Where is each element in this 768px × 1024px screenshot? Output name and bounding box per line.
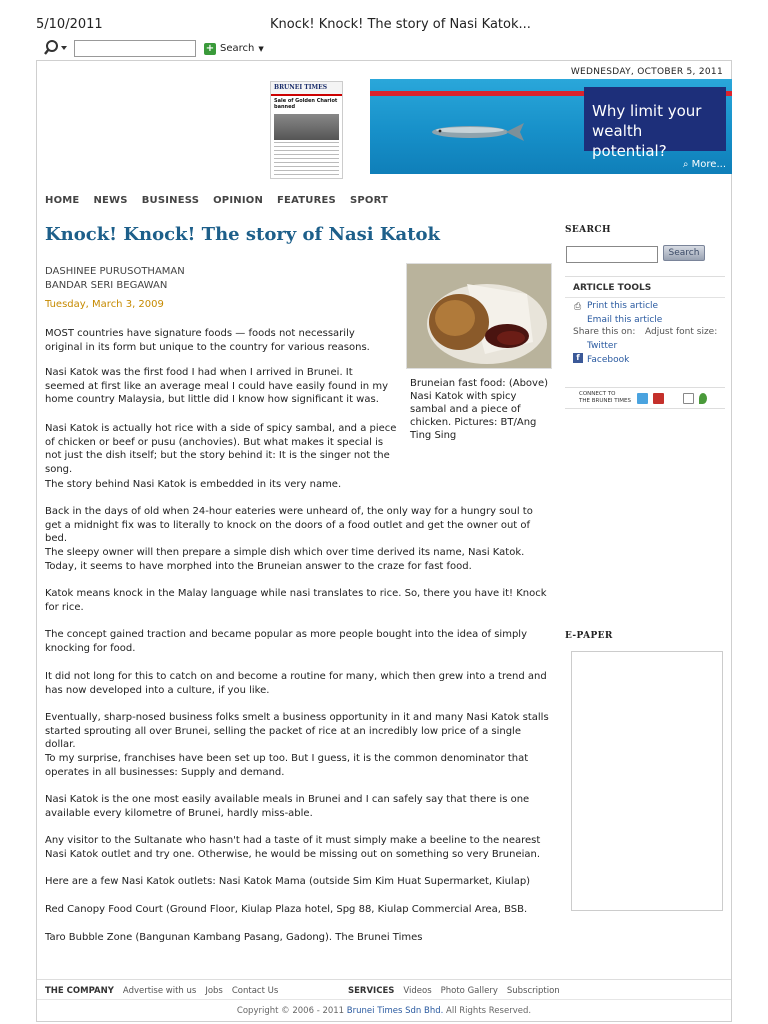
footer-link-advertise[interactable]: Advertise with us bbox=[122, 986, 197, 996]
nav-features[interactable]: FEATURES bbox=[277, 195, 336, 206]
banner-tagline-line1: Why limit your bbox=[592, 102, 702, 120]
connect-label-line1: CONNECT TO bbox=[579, 391, 616, 397]
nav-opinion[interactable]: OPINION bbox=[213, 195, 264, 206]
facebook-link[interactable]: Facebook bbox=[587, 355, 630, 365]
nav-business[interactable]: BUSINESS bbox=[141, 195, 200, 206]
footer-link-jobs[interactable]: Jobs bbox=[205, 986, 223, 996]
article-author: DASHINEE PURUSOTHAMAN bbox=[45, 266, 185, 277]
page-frame bbox=[36, 60, 732, 1022]
connect-bar bbox=[565, 387, 725, 409]
footer-link-contact[interactable]: Contact Us bbox=[231, 986, 279, 996]
nav-news[interactable]: NEWS bbox=[93, 195, 128, 206]
banner-more-link[interactable] bbox=[683, 159, 726, 170]
footer-company-heading: THE COMPANY bbox=[45, 986, 114, 996]
chevron-down-icon: ▼ bbox=[258, 44, 264, 53]
search-icon: ⌕ bbox=[682, 159, 689, 170]
article-tools bbox=[565, 276, 725, 372]
nav-home[interactable]: HOME bbox=[45, 195, 80, 206]
copyright-company-link[interactable]: Brunei Times Sdn Bhd. bbox=[346, 1006, 444, 1016]
article-paragraph: Any visitor to the Sultanate who hasn't had a taste of it must simply make a beeline to the nearest Nasi Katok outlet and try one. Otherwise, he would be missing out on something so very Bruneian. bbox=[45, 835, 541, 860]
share-label: Share this on: bbox=[573, 327, 636, 337]
magnifier-dropdown-icon[interactable] bbox=[44, 39, 70, 57]
copyright-prefix: Copyright © 2006 - 2011 bbox=[236, 1006, 345, 1016]
article-paragraph: Katok means knock in the Malay language while nasi translates to rice. So, there you have it! Knock for rice. bbox=[45, 588, 547, 613]
toolbar-search-button[interactable] bbox=[204, 40, 264, 57]
newspaper-thumbnail[interactable] bbox=[270, 81, 343, 179]
article-paragraph: Nasi Katok was the first food I had when I arrived in Brunei. It seemed at first like an average meal I could have easily found in my home country Malaysia, but little did I know how significant it was. bbox=[45, 367, 388, 405]
divider bbox=[565, 297, 725, 298]
footer-services-heading: SERVICES bbox=[348, 986, 395, 996]
article-photo bbox=[406, 263, 552, 369]
nav-sport[interactable]: SPORT bbox=[349, 195, 389, 206]
fish-icon bbox=[430, 121, 526, 143]
article-paragraph: Nasi Katok is the one most easily available meals in Brunei and I can safely say that there is one available every kilometre of Brunei, hardly miss-able. bbox=[45, 794, 530, 819]
email-article-link[interactable]: Email this article bbox=[587, 315, 663, 325]
youtube-icon[interactable] bbox=[653, 393, 664, 404]
printer-icon: ⎙ bbox=[574, 302, 582, 312]
article-paragraph: To my surprise, franchises have been set up too. But I guess, it is the common denominator that operates in all businesses: Supply and demand. bbox=[45, 753, 529, 778]
article-paragraph: Eventually, sharp-nosed business folks smelt a business opportunity in it and many Nasi Katok stalls started sprouting all over Brunei, selling the packet of rice at an incredibly low price of a single dollar. bbox=[45, 712, 549, 750]
current-date: WEDNESDAY, OCTOBER 5, 2011 bbox=[570, 67, 723, 77]
thumbnail-masthead: BRUNEI TIMES bbox=[271, 82, 342, 96]
article-date: Tuesday, March 3, 2009 bbox=[45, 299, 164, 310]
article-paragraph: Taro Bubble Zone (Bangunan Kambang Pasang, Gadong). The Brunei Times bbox=[45, 932, 423, 943]
footer-divider bbox=[37, 979, 731, 980]
search-toolbar bbox=[44, 38, 344, 60]
footer-company bbox=[45, 986, 278, 996]
footer-link-videos[interactable]: Videos bbox=[403, 986, 432, 996]
article-paragraph: It did not long for this to catch on and become a routine for many, which then grew into a trend and has now developed into a culture, if you like. bbox=[45, 671, 547, 696]
copyright bbox=[37, 1006, 731, 1016]
facebook-icon: f bbox=[573, 353, 583, 363]
article-paragraph: Red Canopy Food Court (Ground Floor, Kiulap Plaza hotel, Spg 88, Kiulap Commercial Area, BSB. bbox=[45, 904, 528, 915]
print-header bbox=[0, 0, 768, 36]
article-byline bbox=[45, 265, 185, 293]
epaper-heading: E-PAPER bbox=[565, 631, 613, 641]
main-nav bbox=[45, 195, 388, 206]
banner-tagline-box bbox=[584, 87, 726, 160]
plus-icon: + bbox=[205, 42, 215, 54]
print-title: Knock! Knock! The story of Nasi Katok... bbox=[270, 17, 531, 32]
copyright-suffix: All Rights Reserved. bbox=[446, 1006, 532, 1016]
sidebar-search-heading: SEARCH bbox=[565, 225, 611, 235]
footer-link-subscription[interactable]: Subscription bbox=[506, 986, 560, 996]
photo-caption: Bruneian fast food: (Above) Nasi Katok with spicy sambal and a piece of chicken. Pictures: BT/Ang Ting Sing bbox=[410, 378, 549, 441]
article-paragraph: MOST countries have signature foods — foods not necessarily original in its form but unique to the country for various reasons. bbox=[45, 328, 370, 353]
article-location: BANDAR SERI BEGAWAN bbox=[45, 280, 168, 291]
article-paragraph: The concept gained traction and became popular as more people bought into the idea of simply knocking for food. bbox=[45, 629, 527, 654]
article-paragraph: The story behind Nasi Katok is embedded in its very name. bbox=[45, 479, 342, 490]
thumbnail-text-lines bbox=[274, 142, 339, 179]
sidebar-search-input[interactable] bbox=[566, 246, 658, 263]
article-paragraph: Nasi Katok is actually hot rice with a side of spicy sambal, and a piece of chicken or beef or pusu (anchovies). But what makes it special is not just the dish itself; but the story behind it: It is the singer not the song. bbox=[45, 423, 397, 475]
mail-icon[interactable] bbox=[683, 393, 694, 404]
font-size-label: Adjust font size: bbox=[645, 327, 718, 337]
article-paragraph: Back in the days of old when 24-hour eateries were unheard of, the only way for a hungry soul to get a midnight fix was to literally to knock on the doors of a food outlet and get the owner out of bed. bbox=[45, 506, 533, 544]
article-title: Knock! Knock! The story of Nasi Katok bbox=[45, 224, 441, 245]
thumbnail-photo bbox=[274, 114, 339, 140]
toolbar-search-label: Search bbox=[220, 43, 255, 54]
article-tools-heading: ARTICLE TOOLS bbox=[573, 283, 652, 293]
nasi-katok-photo bbox=[407, 264, 552, 369]
banner-tagline-line2: wealth potential? bbox=[592, 122, 667, 160]
twitter-link[interactable]: Twitter bbox=[587, 341, 618, 351]
copyright-divider bbox=[37, 999, 731, 1000]
twitter-icon[interactable] bbox=[637, 393, 648, 404]
article-paragraph: Here are a few Nasi Katok outlets: Nasi Katok Mama (outside Sim Kim Huat Supermarket, Kiulap) bbox=[45, 876, 531, 887]
footer-link-photo-gallery[interactable]: Photo Gallery bbox=[440, 986, 498, 996]
print-article-link[interactable]: Print this article bbox=[587, 301, 659, 311]
toolbar-search-input[interactable] bbox=[74, 40, 196, 57]
connect-label-line2: THE BRUNEI TIMES bbox=[579, 398, 631, 404]
article-paragraph: The sleepy owner will then prepare a simple dish which over time derived its name, Nasi Katok. Today, it seems to have morphed into the Bruneian answer to the craze for fast food. bbox=[45, 547, 525, 572]
map-pin-icon[interactable] bbox=[699, 393, 707, 404]
print-date: 5/10/2011 bbox=[36, 17, 103, 32]
footer-services bbox=[348, 986, 560, 996]
ad-banner[interactable] bbox=[370, 79, 732, 174]
connect-label bbox=[579, 391, 631, 405]
epaper-box[interactable] bbox=[571, 651, 723, 911]
banner-more-label: More... bbox=[691, 159, 726, 170]
thumbnail-headline: Sale of Golden Chariot banned bbox=[274, 98, 338, 110]
sidebar-search-button[interactable]: Search bbox=[663, 245, 705, 261]
